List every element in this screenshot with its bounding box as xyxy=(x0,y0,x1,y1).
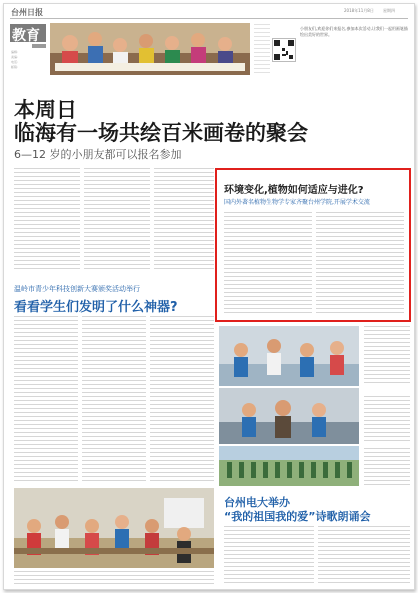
classroom-photo xyxy=(14,488,214,568)
teacher-students-photo xyxy=(219,388,359,444)
headline1-subtitle: 6—12 岁的小朋友都可以报名参加 xyxy=(14,148,182,161)
section-email: 邮箱: xyxy=(11,65,19,69)
headline1-line2: 临海有一场共绘百米画卷的聚会 xyxy=(14,121,308,145)
students-working-photo xyxy=(219,326,359,386)
section-phone: 电话: xyxy=(11,60,19,64)
section-title: 教育 xyxy=(12,28,40,44)
section-tag xyxy=(32,44,46,48)
story3-col2 xyxy=(318,526,410,584)
headline1-line1: 本周日 xyxy=(14,98,77,122)
right-lower-caption xyxy=(364,448,410,486)
article1-col2 xyxy=(84,168,150,272)
article1-col4 xyxy=(154,172,210,232)
top-intro-text: 小朋友们,欢迎你们来报名,参加本次活动,让我们一起用画笔描绘出美好的世界。 xyxy=(300,26,408,37)
story3-col1 xyxy=(224,526,314,584)
section-staff-editor: 编辑: xyxy=(11,50,19,54)
article1-col1 xyxy=(14,168,80,272)
story3-title-line2: “我的祖国我的爱”诗歌朗诵会 xyxy=(224,510,371,523)
right-top-caption xyxy=(364,326,410,386)
students-outdoor-photo xyxy=(219,446,359,486)
section-staff-designer: 美编: xyxy=(11,55,19,59)
top-intro-text-placeholder xyxy=(254,24,270,74)
classroom-caption xyxy=(14,571,214,585)
story3-title-line1: 台州电大举办 xyxy=(224,496,290,509)
right-mid-caption xyxy=(364,396,410,444)
feature-col1 xyxy=(224,212,312,316)
feature-col2 xyxy=(316,212,404,316)
story2-title: 看看学生们发明了什么神器? xyxy=(14,300,178,315)
masthead-date: 2018年11月8日 xyxy=(344,8,374,13)
masthead-rule xyxy=(10,18,408,19)
children-painting-photo xyxy=(50,23,250,75)
masthead-logo: 台州日报 xyxy=(11,7,43,17)
masthead-page-number: 星期四 xyxy=(383,8,395,13)
newspaper-page xyxy=(3,3,415,590)
story2-col1 xyxy=(14,316,78,482)
story2-col2 xyxy=(82,316,146,482)
feature-subtitle: 国内外著名植物生物学专家齐聚台州学院,开展学术交流 xyxy=(224,199,370,206)
qr-code xyxy=(272,38,296,62)
story2-col3 xyxy=(150,316,214,482)
story2-kicker: 温岭市青少年科技创新大赛颁奖活动举行 xyxy=(14,285,140,293)
feature-title: 环境变化,植物如何适应与进化? xyxy=(224,185,364,196)
